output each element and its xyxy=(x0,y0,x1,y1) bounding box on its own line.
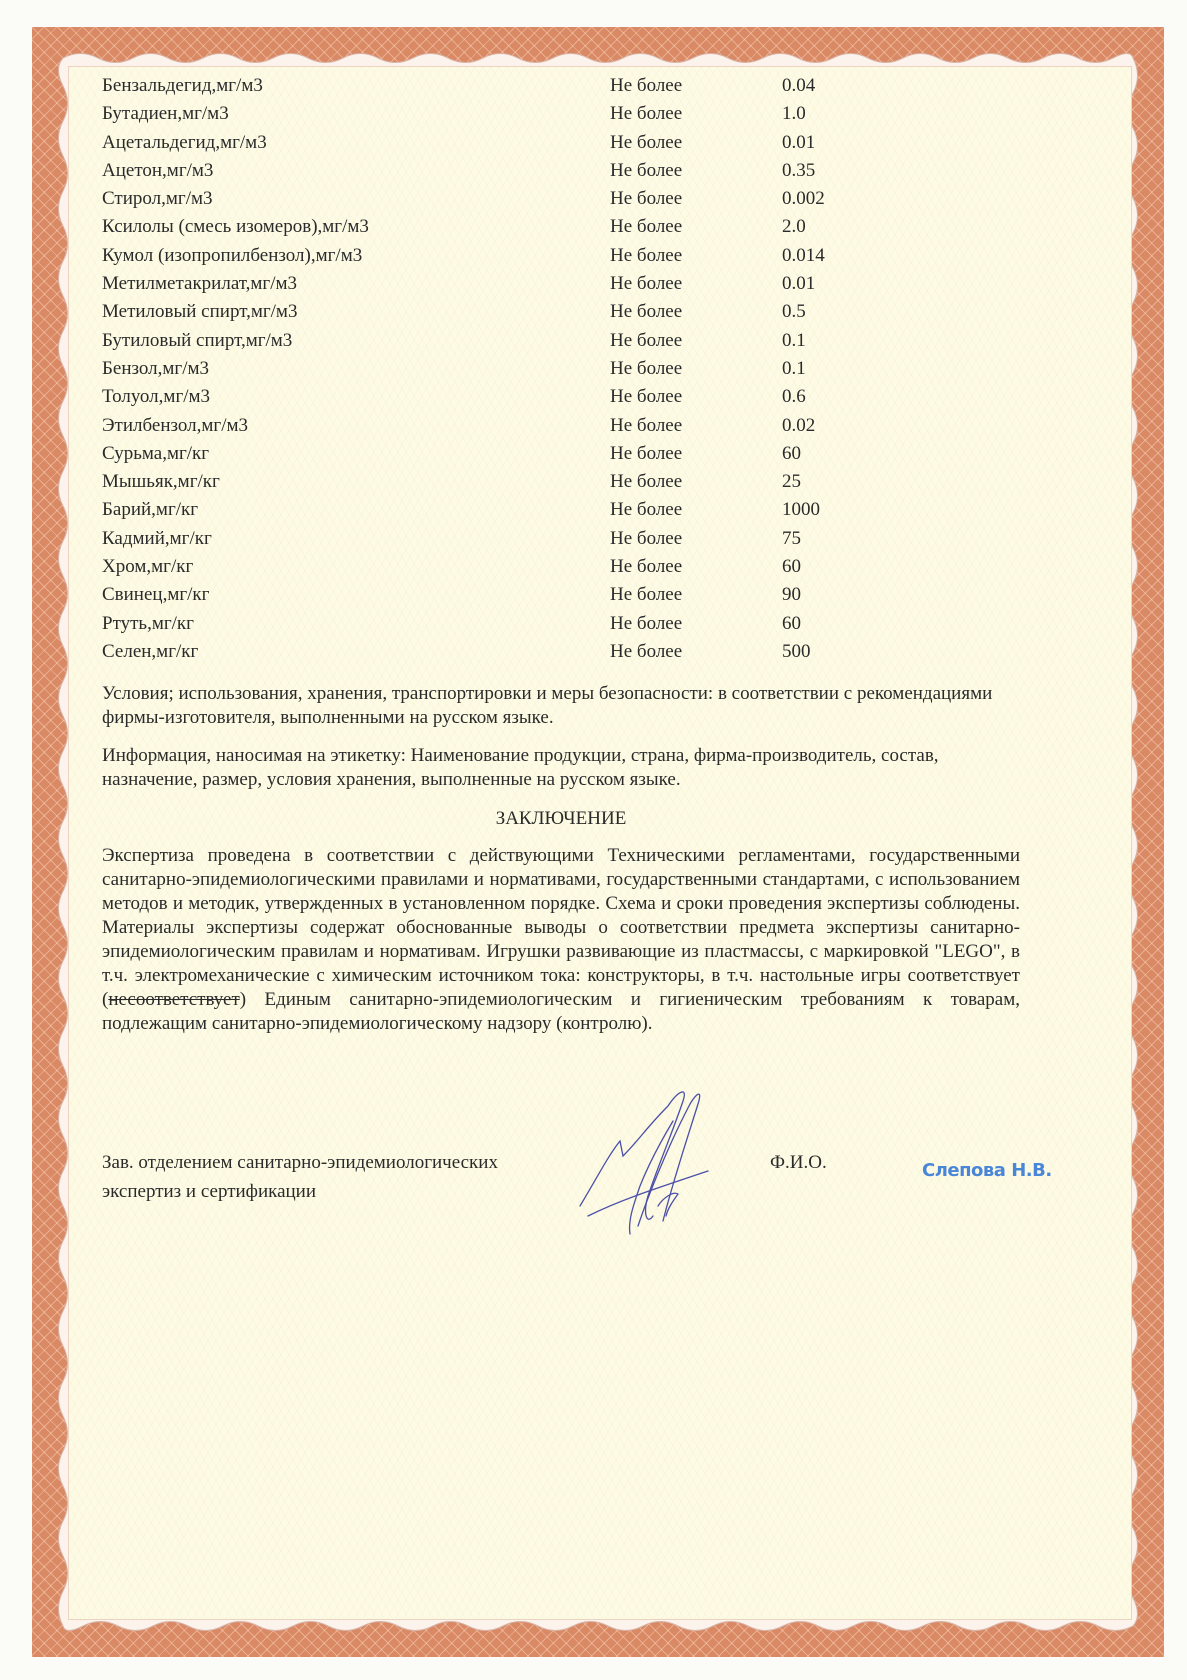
stamped-name: Слепова Н.В. xyxy=(922,1160,1052,1181)
limits-row xyxy=(102,242,1020,270)
limit-condition: Не более xyxy=(610,273,683,295)
substance-name: Ацетон,мг/м3 xyxy=(102,159,214,181)
substance-name: Ртуть,мг/кг xyxy=(102,612,194,634)
limit-value: 0.01 xyxy=(782,273,816,295)
limits-row xyxy=(102,468,1020,496)
limits-row xyxy=(102,72,1020,100)
limit-condition: Не более xyxy=(610,75,683,96)
limits-row xyxy=(102,298,1020,326)
limit-value: 75 xyxy=(782,527,801,549)
position-line-1: Зав. отделением санитарно-эпидемиологических xyxy=(102,1152,498,1173)
conclusion-paragraph xyxy=(102,844,1020,1036)
limit-value: 60 xyxy=(782,612,801,634)
limits-row xyxy=(102,129,1020,157)
document-body xyxy=(102,72,1020,1036)
limits-row xyxy=(102,383,1020,411)
limit-condition: Не более xyxy=(610,159,683,181)
handwritten-signature xyxy=(578,1086,738,1236)
limits-row xyxy=(102,638,1020,666)
limit-condition: Не более xyxy=(610,301,683,323)
limit-value: 0.1 xyxy=(782,357,806,379)
limit-condition: Не более xyxy=(610,357,683,379)
substance-name: Стирол,мг/м3 xyxy=(102,188,213,210)
position-line-2: экспертиз и сертификации xyxy=(102,1181,317,1202)
limit-condition: Не более xyxy=(610,103,683,125)
limit-value: 0.1 xyxy=(782,329,806,351)
limit-condition: Не более xyxy=(610,188,683,210)
substance-name: Сурьма,мг/кг xyxy=(102,442,210,464)
substance-name: Хром,мг/кг xyxy=(102,556,194,578)
limit-value: 1000 xyxy=(782,499,820,521)
limit-condition: Не более xyxy=(610,640,683,662)
limits-table xyxy=(102,72,1020,666)
substance-name: Метилметакрилат,мг/м3 xyxy=(102,273,298,295)
limit-value: 0.5 xyxy=(782,301,806,323)
limit-condition: Не более xyxy=(610,556,683,578)
limit-value: 0.02 xyxy=(782,414,816,436)
limits-row xyxy=(102,412,1020,440)
limit-condition: Не более xyxy=(610,442,683,464)
substance-name: Ксилолы (смесь изомеров),мг/м3 xyxy=(102,216,369,238)
substance-name: Толуол,мг/м3 xyxy=(102,386,211,408)
limits-row xyxy=(102,213,1020,241)
struck-word: несоответствует xyxy=(108,989,240,1011)
conclusion-title: ЗАКЛЮЧЕНИЕ xyxy=(495,808,627,830)
substance-name: Барий,мг/кг xyxy=(102,499,199,521)
limit-value: 2.0 xyxy=(782,216,806,238)
substance-name: Свинец,мг/кг xyxy=(102,584,210,606)
substance-name: Бензальдегид,мг/м3 xyxy=(102,75,263,96)
limit-condition: Не более xyxy=(610,414,683,436)
limit-value: 0.002 xyxy=(782,188,825,210)
limits-row xyxy=(102,496,1020,524)
limits-row xyxy=(102,553,1020,581)
limit-condition: Не более xyxy=(610,527,683,549)
limit-value: 0.6 xyxy=(782,386,806,408)
limits-row xyxy=(102,610,1020,638)
limits-row xyxy=(102,525,1020,553)
substance-name: Кадмий,мг/кг xyxy=(102,527,212,549)
conclusion-text-end: ) Единым санитарно-эпидемиологическим и гигиеническим требованиям к товарам, подлежащим санитарно-эпидемиологическому надзору (контролю). xyxy=(102,989,1020,1035)
fio-label: Ф.И.О. xyxy=(770,1152,827,1173)
limit-value: 60 xyxy=(782,556,801,578)
limits-row xyxy=(102,581,1020,609)
limit-condition: Не более xyxy=(610,386,683,408)
limit-condition: Не более xyxy=(610,584,683,606)
substance-name: Метиловый спирт,мг/м3 xyxy=(102,301,298,323)
substance-name: Этилбензол,мг/м3 xyxy=(102,414,249,436)
substance-name: Мышьяк,мг/кг xyxy=(102,471,220,493)
substance-name: Бутадиен,мг/м3 xyxy=(102,103,229,125)
limit-condition: Не более xyxy=(610,329,683,351)
limit-value: 0.04 xyxy=(782,75,816,96)
limit-value: 0.35 xyxy=(782,159,816,181)
limit-value: 90 xyxy=(782,584,801,606)
limit-value: 500 xyxy=(782,640,811,662)
substance-name: Кумол (изопропилбензол),мг/м3 xyxy=(102,244,363,266)
limits-row xyxy=(102,327,1020,355)
substance-name: Бутиловый спирт,мг/м3 xyxy=(102,329,293,351)
signatory-position xyxy=(102,1148,498,1206)
conclusion-text: Экспертиза проведена в соответствии с действующими Техническими регламентами, государственными санитарно-эпидемиологическими правилами и нормативами, государственными стандартами, с использованием методов и методик, утвержденных в установленном порядке. Схема и сроки проведения экспертизы соблюдены. Материалы экспертизы содержат обоснованные выводы о соответствии предмета экспертизы санитарно-эпидемиологическим правилам и нормативам. Игрушки развивающие из пластмассы, с маркировкой "LEGO", в т.ч. электромеханические с химическим источником тока: конструкторы, в т.ч. настольные игры соответствует ( xyxy=(102,845,1020,1011)
limit-condition: Не более xyxy=(610,471,683,493)
substance-name: Ацетальдегид,мг/м3 xyxy=(102,131,267,153)
limit-condition: Не более xyxy=(610,612,683,634)
limits-row xyxy=(102,100,1020,128)
substance-name: Селен,мг/кг xyxy=(102,640,199,662)
limits-row xyxy=(102,185,1020,213)
limits-row xyxy=(102,355,1020,383)
limit-value: 25 xyxy=(782,471,801,493)
limits-row xyxy=(102,440,1020,468)
limit-condition: Не более xyxy=(610,131,683,153)
limits-row xyxy=(102,270,1020,298)
substance-name: Бензол,мг/м3 xyxy=(102,357,210,379)
limit-value: 0.014 xyxy=(782,244,825,266)
limit-value: 60 xyxy=(782,442,801,464)
usage-conditions-paragraph: Условия; использования, хранения, транспортировки и меры безопасности: в соответствии с рекомендациями фирмы-изготовителя, выполненными на русском языке. xyxy=(102,683,993,729)
label-info-paragraph: Информация, наносимая на этикетку: Наименование продукции, страна, фирма-производитель, состав, назначение, размер, условия хранения, выполненные на русском языке. xyxy=(102,745,939,791)
limit-value: 0.01 xyxy=(782,131,816,153)
limit-value: 1.0 xyxy=(782,103,806,125)
limit-condition: Не более xyxy=(610,499,683,521)
limit-condition: Не более xyxy=(610,244,683,266)
limits-row xyxy=(102,157,1020,185)
limit-condition: Не более xyxy=(610,216,683,238)
